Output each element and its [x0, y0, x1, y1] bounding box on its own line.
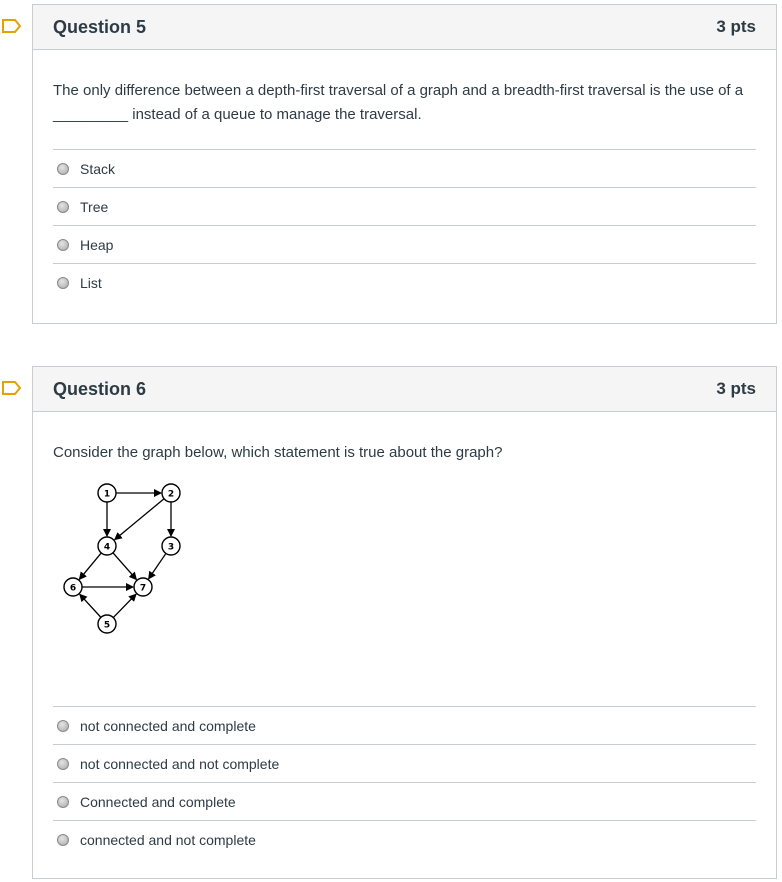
graph-edge-4-6 [79, 553, 101, 579]
graph-edge-2-4 [115, 499, 164, 540]
graph-node-label: 3 [167, 542, 175, 553]
answer-label: Connected and complete [80, 793, 236, 810]
question-5 [32, 4, 777, 324]
answer-option[interactable] [53, 188, 756, 226]
answer-label: Heap [80, 236, 114, 253]
answer-label: Tree [80, 198, 109, 215]
answer-option[interactable] [53, 707, 756, 745]
question-text: Consider the graph below, which statement is true about the graph? [53, 444, 503, 461]
answer-label: Stack [80, 160, 116, 177]
radio-button[interactable] [57, 277, 69, 289]
graph-edge-5-7 [113, 594, 136, 617]
question-title: Question 5 [53, 16, 147, 37]
question-6 [32, 366, 777, 879]
radio-button[interactable] [57, 758, 69, 770]
question-header [33, 367, 776, 412]
graph-edge-3-7 [149, 553, 166, 578]
question-points: 3 pts [716, 379, 756, 398]
answer-list [53, 706, 756, 858]
radio-button[interactable] [57, 163, 69, 175]
radio-button[interactable] [57, 796, 69, 808]
graph-edge-5-6 [80, 594, 101, 617]
answer-label: List [80, 274, 102, 291]
answer-option[interactable] [53, 226, 756, 264]
graph-edge-4-7 [113, 553, 136, 580]
answer-list [53, 149, 756, 301]
answer-option[interactable] [53, 264, 756, 301]
answer-option[interactable] [53, 745, 756, 783]
radio-button[interactable] [57, 720, 69, 732]
answer-label: not connected and not complete [80, 755, 280, 772]
answer-label: not connected and complete [80, 717, 256, 734]
graph-node-label: 1 [103, 489, 111, 500]
graph-node-label: 7 [139, 583, 147, 594]
question-text: The only difference between a depth-first traversal of a graph and a breadth-first traversal is the use of a _________ instead of a queue to manage the traversal. [53, 82, 744, 123]
graph-diagram [53, 473, 213, 653]
graph-node-label: 6 [69, 583, 77, 594]
question-points: 3 pts [716, 17, 756, 36]
answer-option[interactable] [53, 150, 756, 188]
graph-node-label: 4 [103, 542, 111, 553]
answer-label: connected and not complete [80, 831, 256, 848]
graph-figure [53, 473, 756, 658]
radio-button[interactable] [57, 239, 69, 251]
flag-question-icon[interactable] [2, 19, 22, 33]
answer-option[interactable] [53, 783, 756, 821]
flag-question-icon[interactable] [2, 381, 22, 395]
question-header [33, 5, 776, 50]
radio-button[interactable] [57, 201, 69, 213]
graph-node-label: 2 [167, 489, 175, 500]
question-title: Question 6 [53, 378, 147, 399]
answer-option[interactable] [53, 821, 756, 858]
graph-node-label: 5 [103, 620, 111, 631]
radio-button[interactable] [57, 834, 69, 846]
